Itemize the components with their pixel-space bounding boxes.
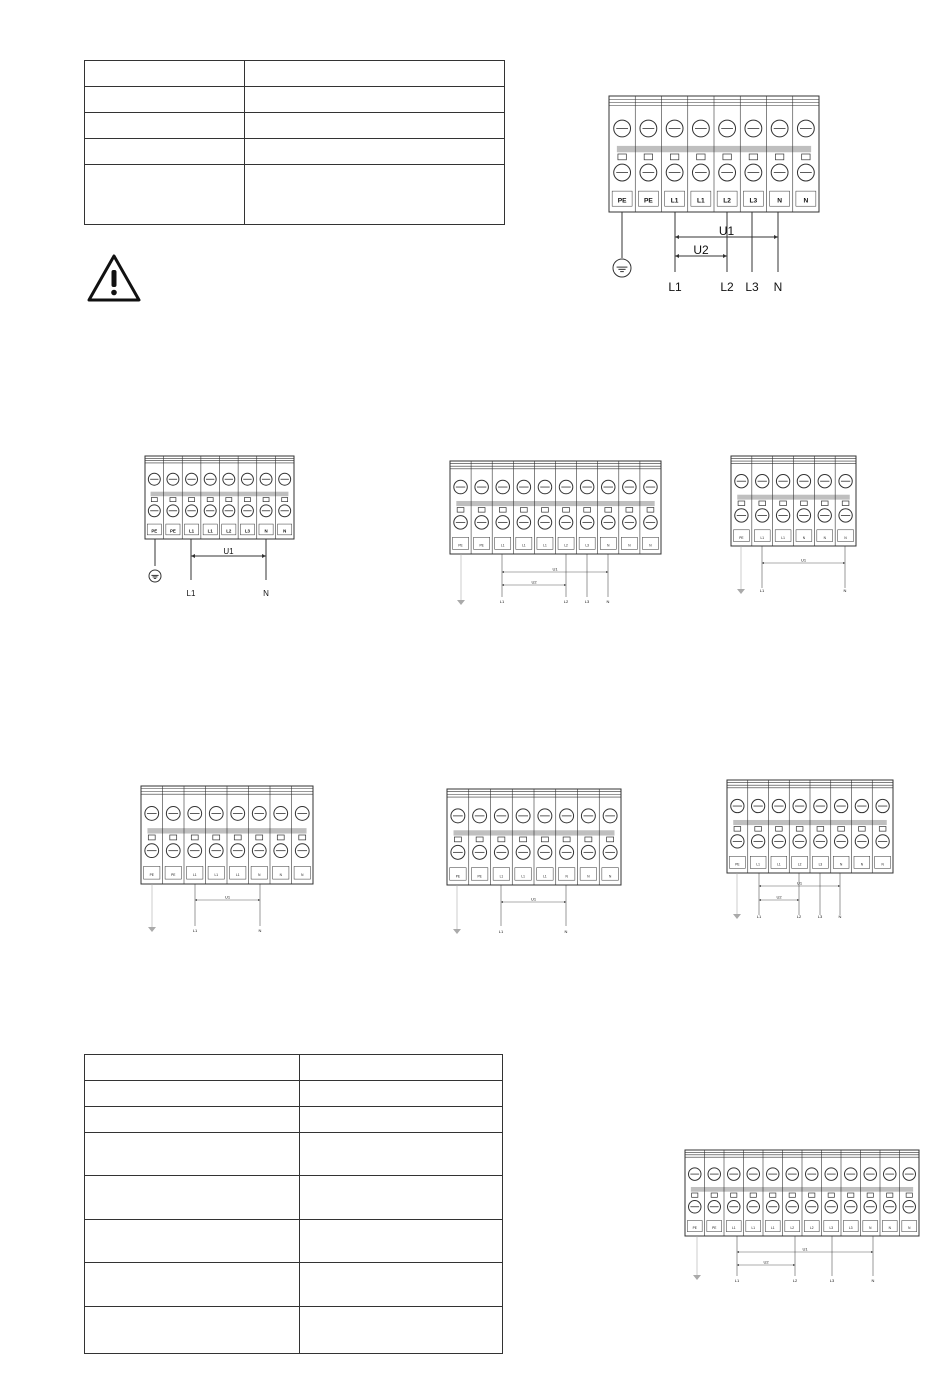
measurement-label: U2	[531, 579, 537, 585]
wire-label: L2	[796, 914, 802, 919]
measurement-label: U1	[796, 880, 803, 886]
wire-label: L1	[668, 280, 682, 294]
terminal-label: L3	[818, 862, 823, 867]
terminal-label: L3	[244, 528, 250, 534]
terminal-label: N	[587, 874, 590, 879]
measurement-label: U1	[802, 1246, 808, 1252]
ground-icon	[457, 554, 465, 605]
wire-label: L1	[192, 928, 198, 933]
table-cell	[85, 1081, 300, 1107]
wire-label: L2	[720, 280, 734, 294]
ground-icon	[737, 546, 745, 594]
wires-three-phase-b	[500, 554, 610, 604]
wire-label: L2	[792, 1278, 798, 1283]
terminal-label: L1	[521, 874, 525, 879]
terminal-label: L2	[790, 1226, 795, 1231]
terminal-label: L1	[499, 874, 504, 879]
table-cell	[300, 1133, 503, 1176]
wires-three-phase-f	[757, 873, 842, 919]
wires-main	[668, 212, 782, 294]
terminal-label: PE	[712, 1226, 717, 1231]
ground-icon	[453, 885, 461, 934]
terminal-label: N	[777, 197, 783, 205]
wire-label: N	[838, 914, 842, 919]
measurement-label: U1	[718, 224, 735, 238]
table-cell	[85, 1055, 300, 1081]
wires-three-phase-g	[735, 1236, 875, 1283]
terminal-label: N	[279, 873, 282, 878]
terminal-label: N	[608, 874, 612, 879]
wire-label: L1	[756, 914, 762, 919]
ground-icon	[148, 884, 156, 932]
terminal-label: L1	[777, 862, 781, 867]
wire-label: L1	[186, 589, 196, 598]
terminal-label: PE	[739, 535, 744, 540]
terminal-label: N	[888, 1226, 891, 1231]
terminal-label: N	[908, 1226, 911, 1231]
table-cell	[85, 1307, 300, 1354]
terminal-label: PE	[458, 543, 463, 548]
terminal-label: L1	[192, 873, 197, 878]
terminal-label: L1	[670, 197, 679, 205]
terminal-label: N	[628, 543, 631, 548]
terminal-label: L1	[235, 873, 240, 878]
terminal-label: N	[607, 543, 610, 548]
terminal-label: PE	[479, 543, 484, 548]
terminal-label: PE	[617, 197, 627, 205]
wire-label: L3	[817, 914, 823, 919]
table-cell	[85, 1107, 300, 1133]
table-cell	[300, 1220, 503, 1263]
table-cell	[300, 1107, 503, 1133]
bottom-table	[84, 1054, 503, 1354]
terminal-block-single-phase-c	[731, 456, 856, 546]
table-cell	[300, 1263, 503, 1307]
measurement-label: U1	[223, 547, 234, 556]
terminal-label: N	[860, 862, 864, 867]
terminal-label: L1	[756, 862, 760, 867]
terminal-label: L2	[809, 1226, 814, 1231]
terminal-label: PE	[643, 197, 653, 205]
wire-label: L1	[759, 588, 765, 593]
terminal-block-main	[609, 96, 819, 212]
terminal-label: L2	[564, 543, 568, 548]
wires-single-phase-e	[499, 885, 568, 934]
terminal-label: L1	[543, 874, 547, 879]
wire-label: L3	[584, 599, 590, 604]
wire-label: N	[773, 280, 783, 294]
terminal-label: N	[823, 535, 826, 540]
terminal-block-three-phase-g	[685, 1150, 919, 1236]
terminal-label: N	[881, 862, 884, 867]
wire-label: L1	[734, 1278, 740, 1283]
terminal-label: L3	[749, 197, 758, 205]
table-cell	[85, 1176, 300, 1220]
table-cell	[300, 1307, 503, 1354]
ground-icon	[693, 1236, 701, 1280]
measurement-label: U2	[693, 243, 709, 257]
terminal-block-three-phase-f	[727, 780, 893, 873]
terminal-label: PE	[477, 874, 482, 879]
wire-label: N	[564, 929, 568, 934]
terminal-label: PE	[455, 874, 461, 879]
wire-label: N	[871, 1278, 875, 1283]
terminal-label: L2	[723, 197, 731, 205]
terminal-label: N	[258, 873, 261, 878]
terminal-label: PE	[692, 1226, 697, 1231]
terminal-label: L3	[829, 1226, 834, 1231]
measurement-label: U1	[800, 557, 807, 563]
terminal-block-single-phase-e	[447, 789, 621, 885]
terminal-label: N	[802, 535, 806, 540]
terminal-label: PE	[151, 528, 158, 534]
ground-icon	[733, 873, 741, 919]
wire-label: L2	[563, 599, 569, 604]
table-cell	[300, 1055, 503, 1081]
terminal-label: L2	[226, 528, 232, 534]
terminal-label: L1	[543, 543, 547, 548]
terminal-label: PE	[149, 873, 154, 878]
terminal-block-single-phase-d	[141, 786, 313, 884]
terminal-label: L1	[770, 1226, 775, 1231]
wire-label: L3	[829, 1278, 835, 1283]
terminal-label: N	[264, 528, 268, 534]
wires-single-phase-d	[193, 884, 262, 933]
terminal-label: N	[844, 535, 847, 540]
table-cell	[85, 1133, 300, 1176]
table-cell	[85, 1220, 300, 1263]
ground-icon	[613, 212, 631, 277]
terminal-block-three-phase-b	[450, 461, 661, 554]
measurement-label: U2	[763, 1259, 769, 1265]
wire-label: N	[258, 928, 262, 933]
terminal-label: N	[803, 197, 809, 205]
terminal-label: L1	[697, 197, 705, 205]
terminal-label: L1	[781, 535, 785, 540]
measurement-label: U1	[530, 896, 537, 902]
terminal-label: N	[869, 1226, 872, 1231]
measurement-label: U1	[552, 566, 558, 572]
table-cell	[300, 1081, 503, 1107]
terminal-label: N	[839, 862, 843, 867]
wires-single-phase-c	[760, 546, 847, 593]
wires-single-phase-a	[187, 539, 270, 598]
terminal-label: L1	[500, 543, 505, 548]
terminal-label: PE	[170, 528, 176, 534]
terminal-label: N	[649, 543, 652, 548]
terminal-label: L1	[751, 1226, 756, 1231]
terminal-label: N	[301, 873, 304, 878]
terminal-block-single-phase-a	[145, 456, 294, 539]
measurement-label: U1	[224, 894, 231, 900]
terminal-label: N	[565, 874, 568, 879]
table-cell	[300, 1176, 503, 1220]
wire-label: L1	[499, 599, 505, 604]
terminal-label: L1	[731, 1226, 736, 1231]
measurement-label: U2	[776, 894, 782, 900]
terminal-label: L1	[207, 528, 213, 534]
terminal-label: L1	[189, 528, 195, 534]
terminal-label: PE	[735, 862, 740, 867]
wire-label: L3	[745, 280, 759, 294]
terminal-label: L1	[522, 543, 526, 548]
wire-label: N	[843, 588, 847, 593]
ground-icon	[149, 539, 161, 582]
wire-label: N	[263, 589, 269, 598]
table-cell	[85, 1263, 300, 1307]
terminal-label: N	[283, 528, 287, 534]
terminal-label: L3	[585, 543, 589, 548]
terminal-label: L1	[214, 873, 219, 878]
terminal-label: L3	[848, 1226, 853, 1231]
wire-label: L1	[498, 929, 504, 934]
terminal-label: L2	[797, 862, 802, 867]
terminal-label: L1	[760, 535, 765, 540]
terminal-label: PE	[171, 873, 176, 878]
wire-label: N	[606, 599, 610, 604]
